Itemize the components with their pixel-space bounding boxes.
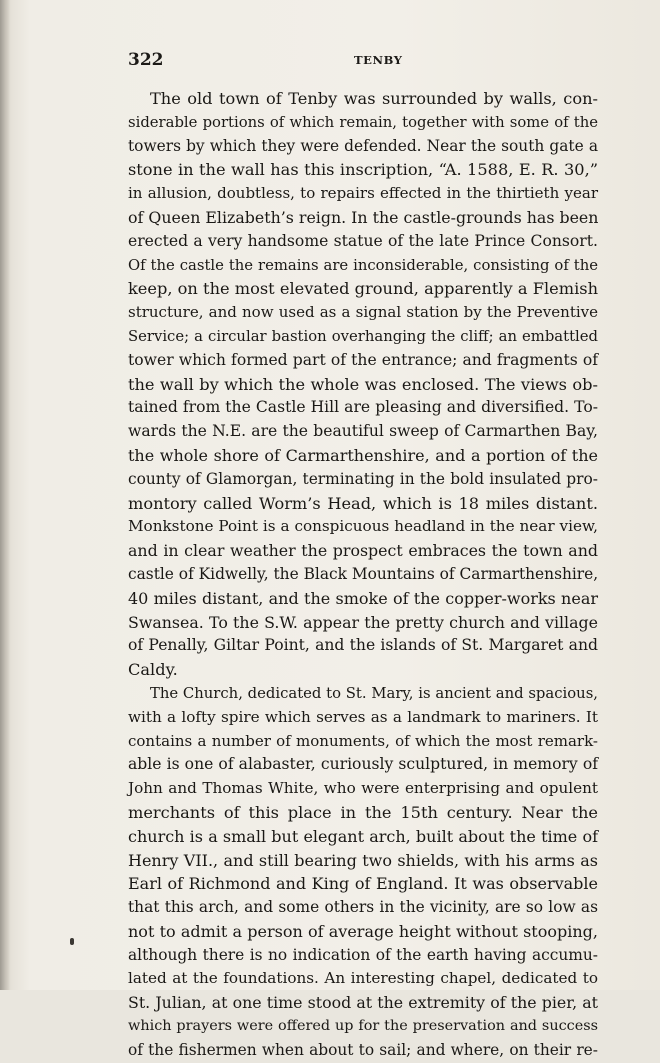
text-line: The old town of Tenby was surrounded by walls, con- (150, 89, 598, 108)
page-number: 322 (128, 50, 164, 70)
text-line: able is one of alabaster, curiously sculptured, in memory of (128, 755, 598, 774)
page-gutter-shadow (0, 0, 10, 990)
paragraph-church (128, 682, 598, 1063)
text-line: with a lofty spire which serves as a landmark to mariners. It (128, 707, 598, 726)
text-line: Monkstone Point is a conspicuous headland in the near view, (128, 517, 598, 536)
paragraph-town-walls (128, 87, 598, 682)
text-line: Earl of Richmond and King of England. It was observable (128, 874, 598, 894)
text-line: tained from the Castle Hill are pleasing and diversified. To- (128, 398, 598, 417)
text-line: the wall by which the whole was enclosed. The views ob- (128, 374, 598, 394)
text-line: merchants of this place in the 15th century. Near the (128, 802, 598, 822)
text-line: erected a very handsome statue of the late Prince Consort. (128, 231, 598, 250)
running-head: TENBY (354, 53, 403, 67)
text-line: Henry VII., and still bearing two shields, with his arms as (128, 850, 598, 870)
text-line: Caldy. (128, 660, 178, 680)
text-line: keep, on the most elevated ground, apparently a Flemish (128, 279, 598, 299)
ink-speck (70, 938, 74, 945)
page-header (128, 50, 598, 72)
text-line: church is a small but elegant arch, built about the time of (128, 826, 598, 846)
text-line: St. Julian, at one time stood at the extremity of the pier, at (128, 993, 598, 1013)
text-line: The Church, dedicated to St. Mary, is ancient and spacious, (150, 684, 598, 702)
text-line: and in clear weather the prospect embraces the town and (128, 541, 598, 561)
text-line: structure, and now used as a signal station by the Preventive (128, 303, 598, 322)
text-line: tower which formed part of the entrance; and fragments of (128, 350, 598, 369)
body-text (128, 87, 598, 1063)
text-line: in allusion, doubtless, to repairs effected in the thirtieth year (128, 184, 598, 203)
text-line: siderable portions of which remain, together with some of the (128, 113, 598, 131)
text-line: castle of Kidwelly, the Black Mountains of Carmarthenshire, (128, 564, 599, 583)
text-line: of Penally, Giltar Point, and the islands of St. Margaret and (128, 636, 598, 655)
text-line: stone in the wall has this inscription, “A. 1588, E. R. 30,” (128, 160, 598, 180)
text-line: although there is no indication of the earth having accumu- (128, 945, 598, 964)
text-line: towers by which they were defended. Near the south gate a (128, 136, 598, 155)
text-line: Of the castle the remains are inconsiderable, consisting of the (128, 256, 598, 274)
text-line: of the fishermen when about to sail; and where, on their re- (128, 1040, 598, 1059)
text-line: contains a number of monuments, of which the most remark- (128, 731, 598, 750)
text-line: county of Glamorgan, terminating in the bold insulated pro- (128, 469, 598, 488)
text-line: wards the N.E. are the beautiful sweep of Carmarthen Bay, (128, 422, 598, 441)
text-line: montory called Worm’s Head, which is 18 miles distant. (128, 493, 598, 513)
text-line: that this arch, and some others in the vicinity, are so low as (128, 898, 598, 917)
text-line: which prayers were offered up for the preservation and success (128, 1018, 598, 1035)
text-line: lated at the foundations. An interesting chapel, dedicated to (128, 969, 598, 988)
text-line: Swansea. To the S.W. appear the pretty church and village (128, 612, 598, 632)
text-line: 40 miles distant, and the smoke of the copper-works near (128, 588, 598, 608)
text-line: not to admit a person of average height without stooping, (128, 921, 598, 941)
text-line: of Queen Elizabeth’s reign. In the castle-grounds has been (128, 207, 599, 227)
text-line: John and Thomas White, who were enterprising and opulent (128, 779, 598, 798)
text-line: Service; a circular bastion overhanging the cliff; an embattled (128, 327, 598, 345)
text-line: the whole shore of Carmarthenshire, and a portion of the (128, 445, 598, 465)
